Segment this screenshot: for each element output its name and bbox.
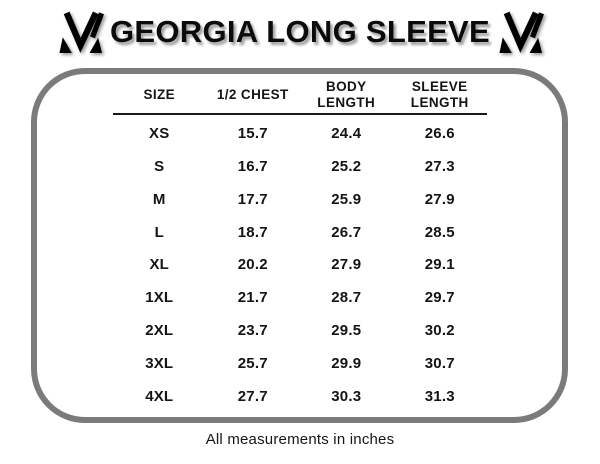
table-row: [113, 125, 487, 142]
column-header-line: SIZE: [143, 87, 176, 103]
table-row: [113, 256, 487, 273]
table-row: [113, 191, 487, 208]
body-length-value: 29.9: [331, 355, 362, 373]
size-chart-card: [31, 68, 568, 423]
size-label: XS: [149, 124, 170, 142]
body-length-value: 24.4: [331, 124, 362, 142]
size-label: 3XL: [145, 355, 174, 373]
sleeve-length-value: 27.3: [424, 157, 455, 175]
column-header-line: LENGTH: [317, 95, 376, 110]
half-chest-value: 20.2: [237, 256, 268, 274]
table-header-row: [113, 77, 487, 115]
half-chest-value: 27.7: [237, 387, 268, 405]
column-header-body-length: [300, 77, 394, 113]
half-chest-value: 15.7: [237, 124, 268, 142]
size-label: XL: [149, 256, 170, 274]
table-row: [113, 289, 487, 306]
column-header-half-chest: [206, 77, 300, 113]
header: [0, 0, 600, 64]
sleeve-length-value: 28.5: [424, 223, 455, 241]
body-length-value: 26.7: [331, 223, 362, 241]
measurements-note: All measurements in inches: [205, 431, 395, 448]
sleeve-length-value: 29.7: [424, 289, 455, 307]
body-length-value: 30.3: [331, 387, 362, 405]
table-row: [113, 158, 487, 175]
half-chest-value: 18.7: [237, 223, 268, 241]
column-header-line: BODY: [325, 79, 367, 95]
column-header-sleeve-length: [393, 77, 487, 113]
table-row: [113, 355, 487, 372]
sleeve-length-value: 31.3: [424, 387, 455, 405]
half-chest-value: 17.7: [237, 190, 268, 208]
half-chest-value: 21.7: [237, 289, 268, 307]
half-chest-value: 25.7: [237, 355, 268, 373]
sleeve-length-value: 30.7: [424, 355, 455, 373]
table-body: [113, 115, 487, 413]
size-label: 1XL: [145, 289, 174, 307]
sleeve-length-value: 26.6: [424, 124, 455, 142]
table-row: [113, 322, 487, 339]
column-header-size: [113, 77, 207, 113]
column-header-line: SLEEVE: [411, 79, 468, 95]
body-length-value: 25.9: [331, 190, 362, 208]
table-row: [113, 388, 487, 405]
body-length-value: 28.7: [331, 289, 362, 307]
body-length-value: 29.5: [331, 322, 362, 340]
column-header-line: 1/2 CHEST: [216, 87, 289, 103]
sleeve-length-value: 29.1: [424, 256, 455, 274]
body-length-value: 27.9: [331, 256, 362, 274]
sleeve-length-value: 27.9: [424, 190, 455, 208]
half-chest-value: 16.7: [237, 157, 268, 175]
brand-m-logo-right-icon: [495, 10, 545, 54]
column-header-line: LENGTH: [410, 95, 469, 110]
size-label: S: [154, 157, 165, 175]
sleeve-length-value: 30.2: [424, 322, 455, 340]
size-chart-table: [113, 77, 487, 413]
size-label: L: [154, 223, 164, 241]
page-title: GEORGIA LONG SLEEVE: [109, 14, 491, 49]
size-label: 4XL: [145, 387, 174, 405]
size-label: 2XL: [145, 322, 174, 340]
table-row: [113, 224, 487, 241]
body-length-value: 25.2: [331, 157, 362, 175]
size-label: M: [152, 190, 166, 208]
brand-m-logo-left-icon: [55, 10, 105, 54]
half-chest-value: 23.7: [237, 322, 268, 340]
